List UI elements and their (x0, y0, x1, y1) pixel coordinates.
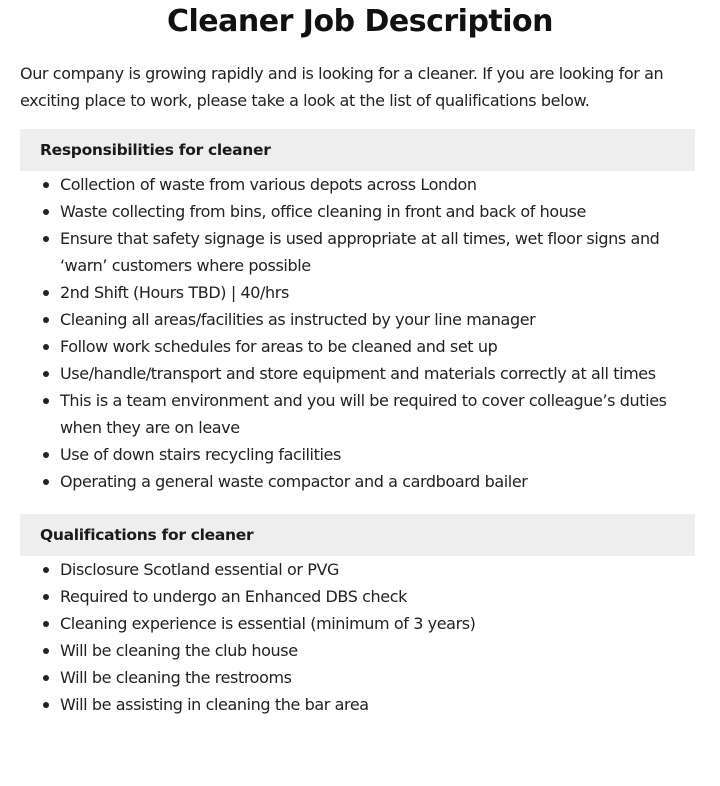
list-item: Will be cleaning the restrooms (0, 664, 720, 691)
list-item: Operating a general waste compactor and a cardboard bailer (0, 468, 720, 495)
list-item: Follow work schedules for areas to be cleaned and set up (0, 333, 720, 360)
qualifications-list (0, 556, 720, 718)
list-item: Cleaning experience is essential (minimum of 3 years) (0, 610, 720, 637)
list-item: Disclosure Scotland essential or PVG (0, 556, 720, 583)
list-item: Waste collecting from bins, office cleaning in front and back of house (0, 198, 720, 225)
responsibilities-list (0, 171, 720, 495)
list-item: Use/handle/transport and store equipment and materials correctly at all times (0, 360, 720, 387)
list-item: Cleaning all areas/facilities as instructed by your line manager (0, 306, 720, 333)
list-item: Required to undergo an Enhanced DBS check (0, 583, 720, 610)
list-item: Will be assisting in cleaning the bar area (0, 691, 720, 718)
qualifications-header: Qualifications for cleaner (20, 514, 695, 556)
list-item: Collection of waste from various depots across London (0, 171, 720, 198)
responsibilities-header: Responsibilities for cleaner (20, 129, 695, 171)
list-item: Ensure that safety signage is used appropriate at all times, wet floor signs and ‘warn’ customers where possible (0, 225, 720, 279)
list-item: This is a team environment and you will be required to cover colleague’s duties when they are on leave (0, 387, 720, 441)
list-item: Will be cleaning the club house (0, 637, 720, 664)
intro-paragraph: Our company is growing rapidly and is looking for a cleaner. If you are looking for an exciting place to work, please take a look at the list of qualifications below. (20, 64, 664, 110)
page-title: Cleaner Job Description (166, 4, 554, 39)
list-item: 2nd Shift (Hours TBD) | 40/hrs (0, 279, 720, 306)
list-item: Use of down stairs recycling facilities (0, 441, 720, 468)
